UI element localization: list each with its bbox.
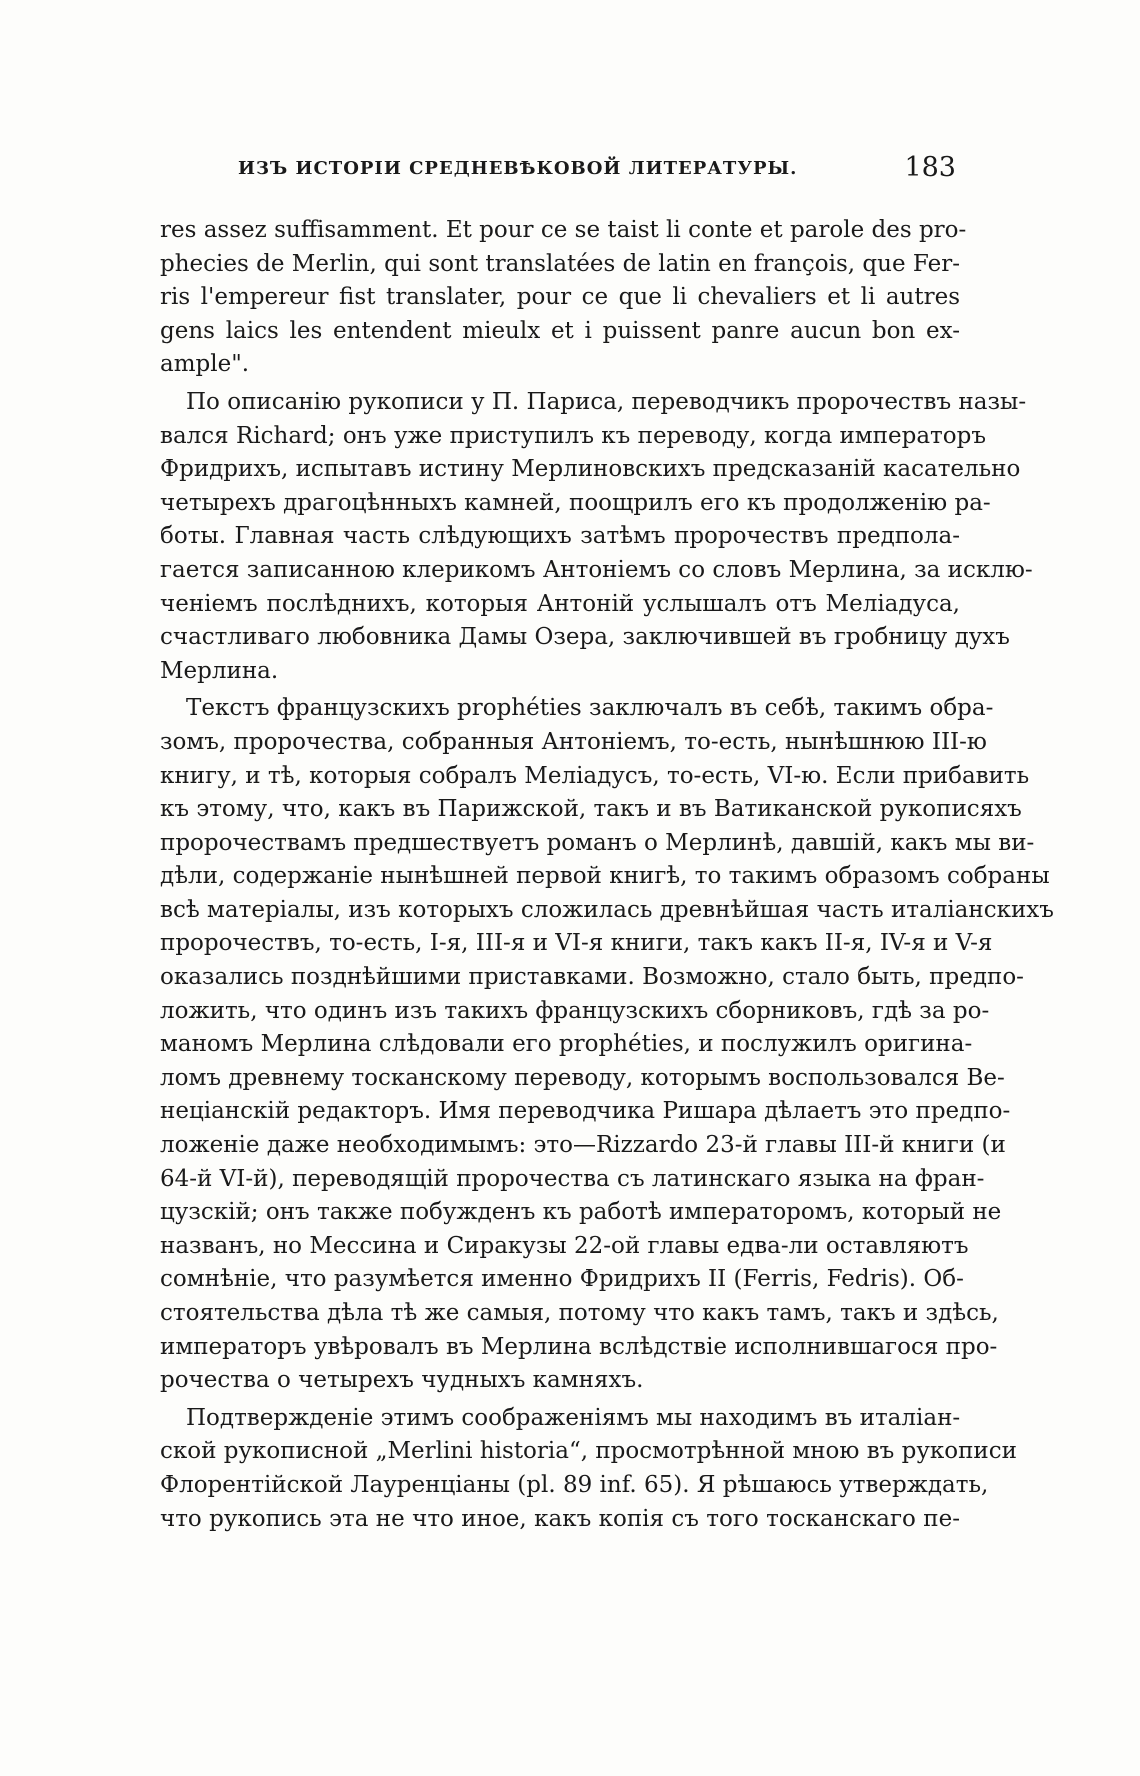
paragraph-italian-manuscript (160, 1402, 1017, 1536)
text-line: четырехъ драгоцѣнныхъ камней, поощрилъ его къ продолженію ра- (160, 489, 991, 516)
text-line: гается записанною клерикомъ Антоніемъ со словъ Мерлина, за исклю- (160, 556, 1033, 583)
text-line: боты. Главная часть слѣдующихъ затѣмъ пророчествъ предпола- (160, 523, 960, 550)
text-line: сомнѣніе, что разумѣется именно Фридрихъ II (Ferris, Fedris). Об- (160, 1266, 964, 1293)
running-title: ИЗЪ ИСТОРІИ СРЕДНЕВѢКОВОЙ ЛИТЕРАТУРЫ. (238, 158, 798, 179)
text-line: Текстъ французскихъ prophéties заключалъ въ себѣ, такимъ обра- (186, 695, 994, 722)
text-line: Мерлина. (160, 657, 279, 684)
text-line: вался Richard; онъ уже приступилъ къ переводу, когда императоръ (160, 422, 986, 449)
text-line: дѣли, содержаніе нынѣшней первой книгѣ, то такимъ образомъ собраны (160, 863, 1050, 890)
text-line: ample". (160, 351, 250, 378)
text-line: res assez suffisamment. Et pour ce se taist li conte et parole des pro- (160, 217, 967, 243)
text-line: ложить, что одинъ изъ такихъ французскихъ сборниковъ, гдѣ за ро- (160, 997, 990, 1024)
text-line: стоятельства дѣла тѣ же самыя, потому что какъ тамъ, такъ и здѣсь, (160, 1300, 999, 1326)
paragraph-paris-description (160, 386, 1033, 688)
text-line: императоръ увѣровалъ въ Мерлина вслѣдствіе исполнившагося про- (160, 1333, 998, 1360)
text-line: книгу, и тѣ, которыя собралъ Меліадусъ, то-есть, VI-ю. Если прибавить (160, 762, 1030, 789)
text-line: названъ, но Мессина и Сиракузы 22-ой главы едва-ли оставляютъ (160, 1232, 969, 1259)
text-line: ломъ древнему тосканскому переводу, которымъ воспользовался Ве- (160, 1064, 1005, 1091)
text-line: оказались позднѣйшими приставками. Возможно, стало быть, предпо- (160, 964, 1024, 991)
running-head (160, 152, 960, 188)
text-line: цузскій; онъ также побужденъ къ работѣ императоромъ, который не (160, 1199, 1002, 1226)
text-line: всѣ матеріалы, изъ которыхъ сложилась древнѣйшая часть италіанскихъ (160, 896, 1054, 923)
text-line: маномъ Мерлина слѣдовали его prophéties, и послужилъ оригина- (160, 1031, 973, 1058)
text-line: ris l'empereur fist translater, pour ce que li chevaliers et li autres (160, 284, 960, 311)
text-line: gens laics les entendent mieulx et i puissent panre aucun bon ex- (160, 317, 960, 344)
text-line: Флорентійской Лауренціаны (pl. 89 inf. 65). Я рѣшаюсь утверждать, (160, 1471, 989, 1498)
text-line: ложеніе даже необходимымъ: это—Rizzardo 23-й главы III-й книги (и (160, 1132, 1006, 1159)
page-number: 183 (904, 152, 956, 183)
text-line: Фридрихъ, испытавъ истину Мерлиновскихъ предсказаній касательно (160, 456, 1021, 483)
paragraph-quote-continuation (160, 214, 967, 382)
paragraph-french-prophecies (160, 692, 1054, 1397)
text-line: неціанскій редакторъ. Имя переводчика Ришара дѣлаетъ это предпо- (160, 1098, 1011, 1125)
text-line: рочества о четырехъ чудныхъ камняхъ. (160, 1367, 644, 1394)
text-line: ской рукописной „Merlini historia“, просмотрѣнной мною въ рукописи (160, 1438, 1017, 1465)
text-line: По описанію рукописи у П. Париса, переводчикъ пророчествъ назы- (186, 388, 1027, 415)
text-line: Подтвержденіе этимъ соображеніямъ мы находимъ въ италіан- (186, 1404, 961, 1431)
body-text (160, 214, 1054, 1540)
text-line: зомъ, пророчества, собранныя Антоніемъ, то-есть, нынѣшнюю III-ю (160, 728, 987, 755)
text-line: пророчествамъ предшествуетъ романъ о Мерлинѣ, давшій, какъ мы ви- (160, 829, 1035, 856)
text-line: что рукопись эта не что иное, какъ копія съ того тосканскаго пе- (160, 1505, 960, 1532)
text-line: къ этому, что, какъ въ Парижской, такъ и въ Ватиканской рукописяхъ (160, 796, 1022, 823)
text-line: phecies de Merlin, qui sont translatées de latin en françois, que Fer- (160, 250, 960, 277)
text-line: счастливаго любовника Дамы Озера, заключившей въ гробницу духъ (160, 624, 1010, 651)
text-line: пророчествъ, то-есть, I-я, III-я и VI-я книги, такъ какъ II-я, IV-я и V-я (160, 930, 993, 957)
text-line: 64-й VI-й), переводящій пророчества съ латинскаго языка на фран- (160, 1165, 985, 1192)
text-line: ченіемъ послѣднихъ, которыя Антоній услышалъ отъ Меліадуса, (160, 590, 960, 617)
